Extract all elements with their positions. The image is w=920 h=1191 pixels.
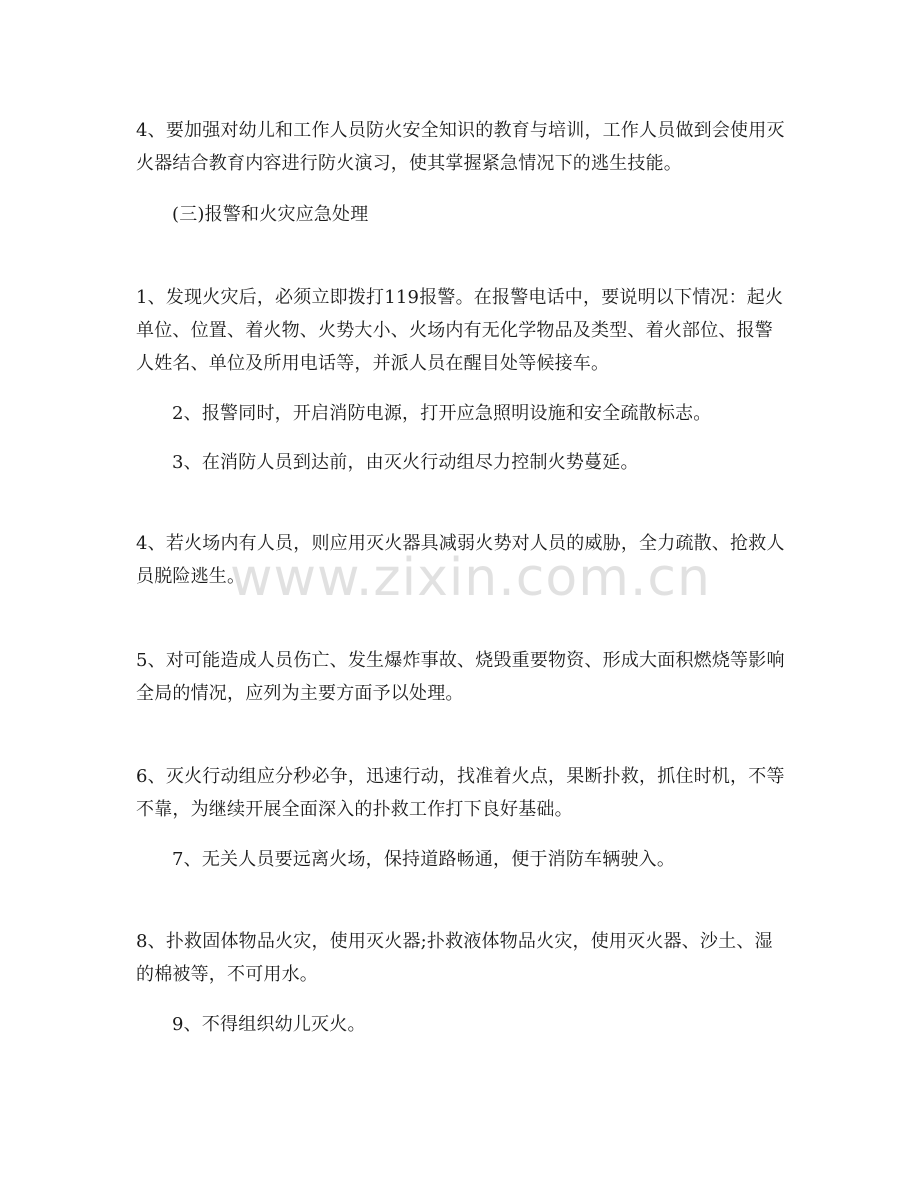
paragraph-6-firefighting: 6、灭火行动组应分秒必争，迅速行动，找准着火点，果断扑救，抓住时机，不等不靠，为继续开展全面深入的扑救工作打下良好基础。 (136, 766, 785, 820)
paragraph-4-training: 4、要加强对幼儿和工作人员防火安全知识的教育与培训，工作人员做到会使用灭火器结合教育内容进行防火演习，使其掌握紧急情况下的逃生技能。 (136, 120, 785, 174)
watermark: www.zixin.com.cn (230, 548, 711, 608)
paragraph-8-extinguish: 8、扑救固体物品火灾，使用灭火器;扑救液体物品火灾，使用灭火器、沙土、湿的棉被等，不可用水。 (136, 931, 773, 985)
paragraph-4-evacuate: 4、若火场内有人员，则应用灭火器具减弱火势对人员的威胁，全力疏散、抢救人员脱险逃生。 (136, 533, 785, 587)
paragraph-3-control-fire: 3、在消防人员到达前，由灭火行动组尽力控制火势蔓延。 (172, 452, 639, 473)
paragraph-9-no-children: 9、不得组织幼儿灭火。 (172, 1014, 366, 1035)
section-heading-alarm: (三)报警和火灾应急处理 (172, 204, 369, 225)
paragraph-1-report-fire: 1、发现火灾后，必须立即拨打119报警。在报警电话中，要说明以下情况：起火单位、位置、着火物、火势大小、火场内有无化学物品及类型、着火部位、报警人姓名、单位及所用电话等，并派人员在醒目处等候接车。 (136, 287, 784, 374)
paragraph-2-power-lighting: 2、报警同时，开启消防电源，打开应急照明设施和安全疏散标志。 (172, 403, 712, 424)
paragraph-5-priority: 5、对可能造成人员伤亡、发生爆炸事故、烧毁重要物资、形成大面积燃烧等影响全局的情况，应列为主要方面予以处理。 (136, 650, 785, 704)
paragraph-7-clear-road: 7、无关人员要远离火场，保持道路畅通，便于消防车辆驶入。 (172, 849, 676, 870)
